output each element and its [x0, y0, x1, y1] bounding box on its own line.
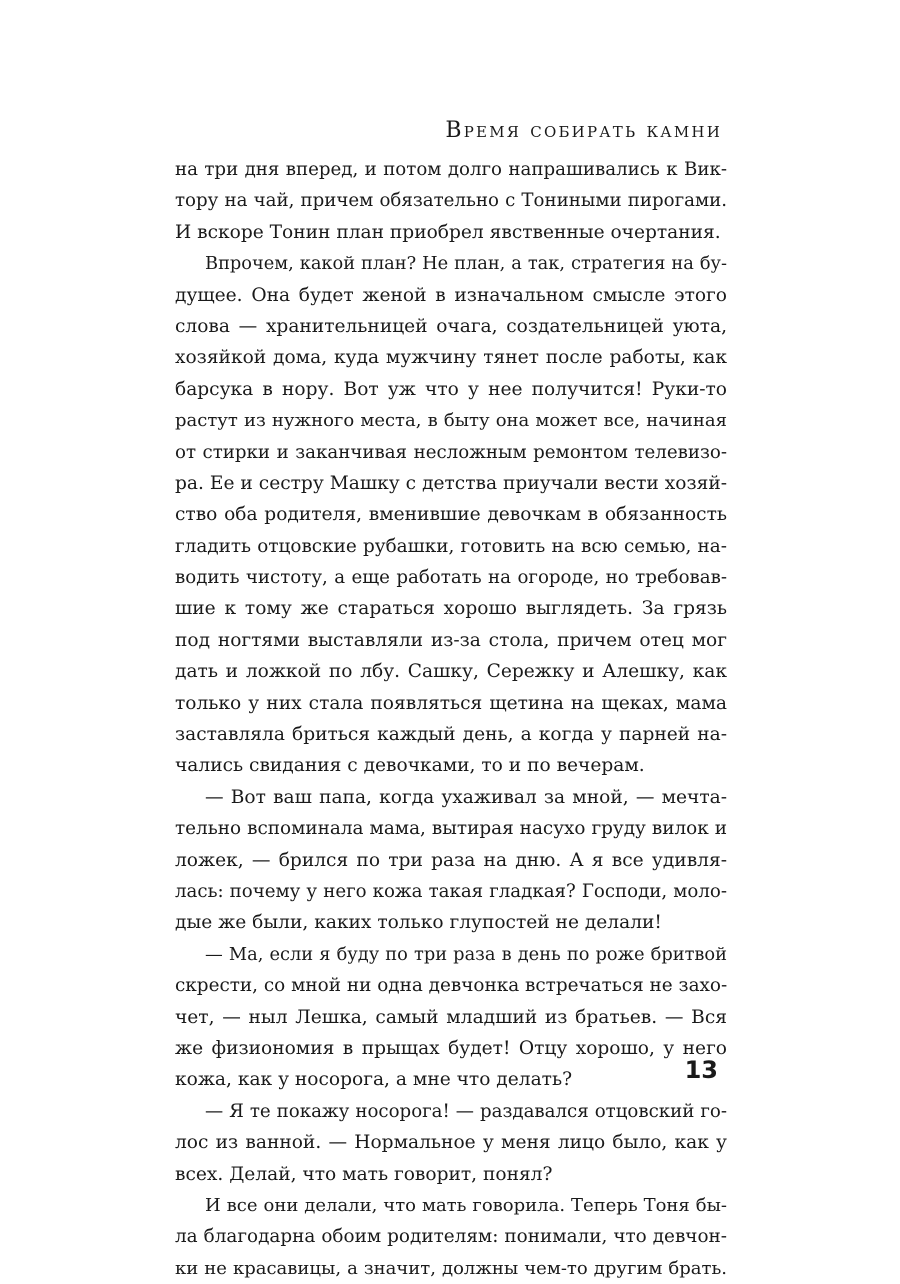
text-line: чались свидания с девочками, то и по вечерам. [175, 755, 645, 777]
text-line: — Вот ваш папа, когда ухаживал за мной, — мечта- [205, 786, 727, 808]
text-line: ство оба родителя, вменившие девочкам в обязанность [175, 504, 727, 526]
text-line: ра. Ее и сестру Машку с детства приучали вести хозяй- [175, 472, 727, 494]
text-line: на три дня вперед, и потом долго напрашивались к Вик- [175, 159, 727, 180]
text-line: же физиономия в прыщах будет! Отцу хорошо, у него [175, 1037, 727, 1059]
text-line: ла благодарна обоим родителям: понимали, что девчон- [175, 1226, 727, 1248]
body-text [175, 154, 727, 1284]
text-line: заставляла бриться каждый день, а когда у парней на- [175, 724, 727, 746]
text-line: ки не красавицы, а значит, должны чем-то другим брать. [175, 1257, 727, 1279]
text-line: ложек, — брился по три раза на дню. А я все удивля- [175, 849, 727, 871]
text-line: растут из нужного места, в быту она может все, начиная [175, 410, 727, 432]
running-head: Время собирать камни [445, 118, 722, 143]
text-line: дущее. Она будет женой в изначальном смысле этого [175, 284, 727, 306]
text-line: дать и ложкой по лбу. Сашку, Сережку и Алешку, как [175, 661, 727, 683]
text-line: — Я те покажу носорога! — раздавался отцовский го- [205, 1100, 727, 1122]
text-line: лос из ванной. — Нормальное у меня лицо было, как у [175, 1132, 727, 1154]
text-line: И вскоре Тонин план приобрел явственные очертания. [175, 221, 721, 243]
text-line: кожа, как у носорога, а мне что делать? [175, 1069, 573, 1091]
text-line: слова — хранительницей очага, создательницей уюта, [175, 315, 727, 337]
text-line: И все они делали, что мать говорила. Теперь Тоня бы- [205, 1194, 727, 1216]
text-line: дые же были, каких только глупостей не делали! [175, 912, 662, 934]
text-line: — Ма, если я буду по три раза в день по роже бритвой [205, 943, 727, 965]
text-line: от стирки и заканчивая несложным ремонтом телевизо- [175, 441, 727, 463]
text-line: под ногтями выставляли из-за стола, причем отец мог [175, 629, 727, 651]
text-line: хозяйкой дома, куда мужчину тянет после работы, как [175, 347, 727, 369]
text-line: скрести, со мной ни одна девчонка встречаться не захо- [175, 975, 728, 997]
text-line: только у них стала появляться щетина на щеках, мама [175, 692, 727, 714]
text-line: Впрочем, какой план? Не план, а так, стратегия на бу- [205, 253, 727, 275]
text-line: лась: почему у него кожа такая гладкая? Господи, моло- [175, 880, 727, 902]
text-line: водить чистоту, а еще работать на огороде, но требовав- [175, 567, 727, 589]
text-line: гладить отцовские рубашки, готовить на всю семью, на- [175, 535, 727, 557]
text-line: тельно вспоминала мама, вытирая насухо груду вилок и [175, 818, 727, 840]
text-line: чет, — ныл Лешка, самый младший из братьев. — Вся [175, 1006, 727, 1028]
text-line: барсука в нору. Вот уж что у нее получится! Руки-то [175, 378, 727, 400]
text-line: шие к тому же стараться хорошо выглядеть. За грязь [175, 598, 727, 620]
page-number: 13 [684, 1056, 718, 1084]
text-line: всех. Делай, что мать говорит, понял? [175, 1163, 553, 1185]
text-line: тору на чай, причем обязательно с Тониными пирогами. [175, 190, 727, 212]
